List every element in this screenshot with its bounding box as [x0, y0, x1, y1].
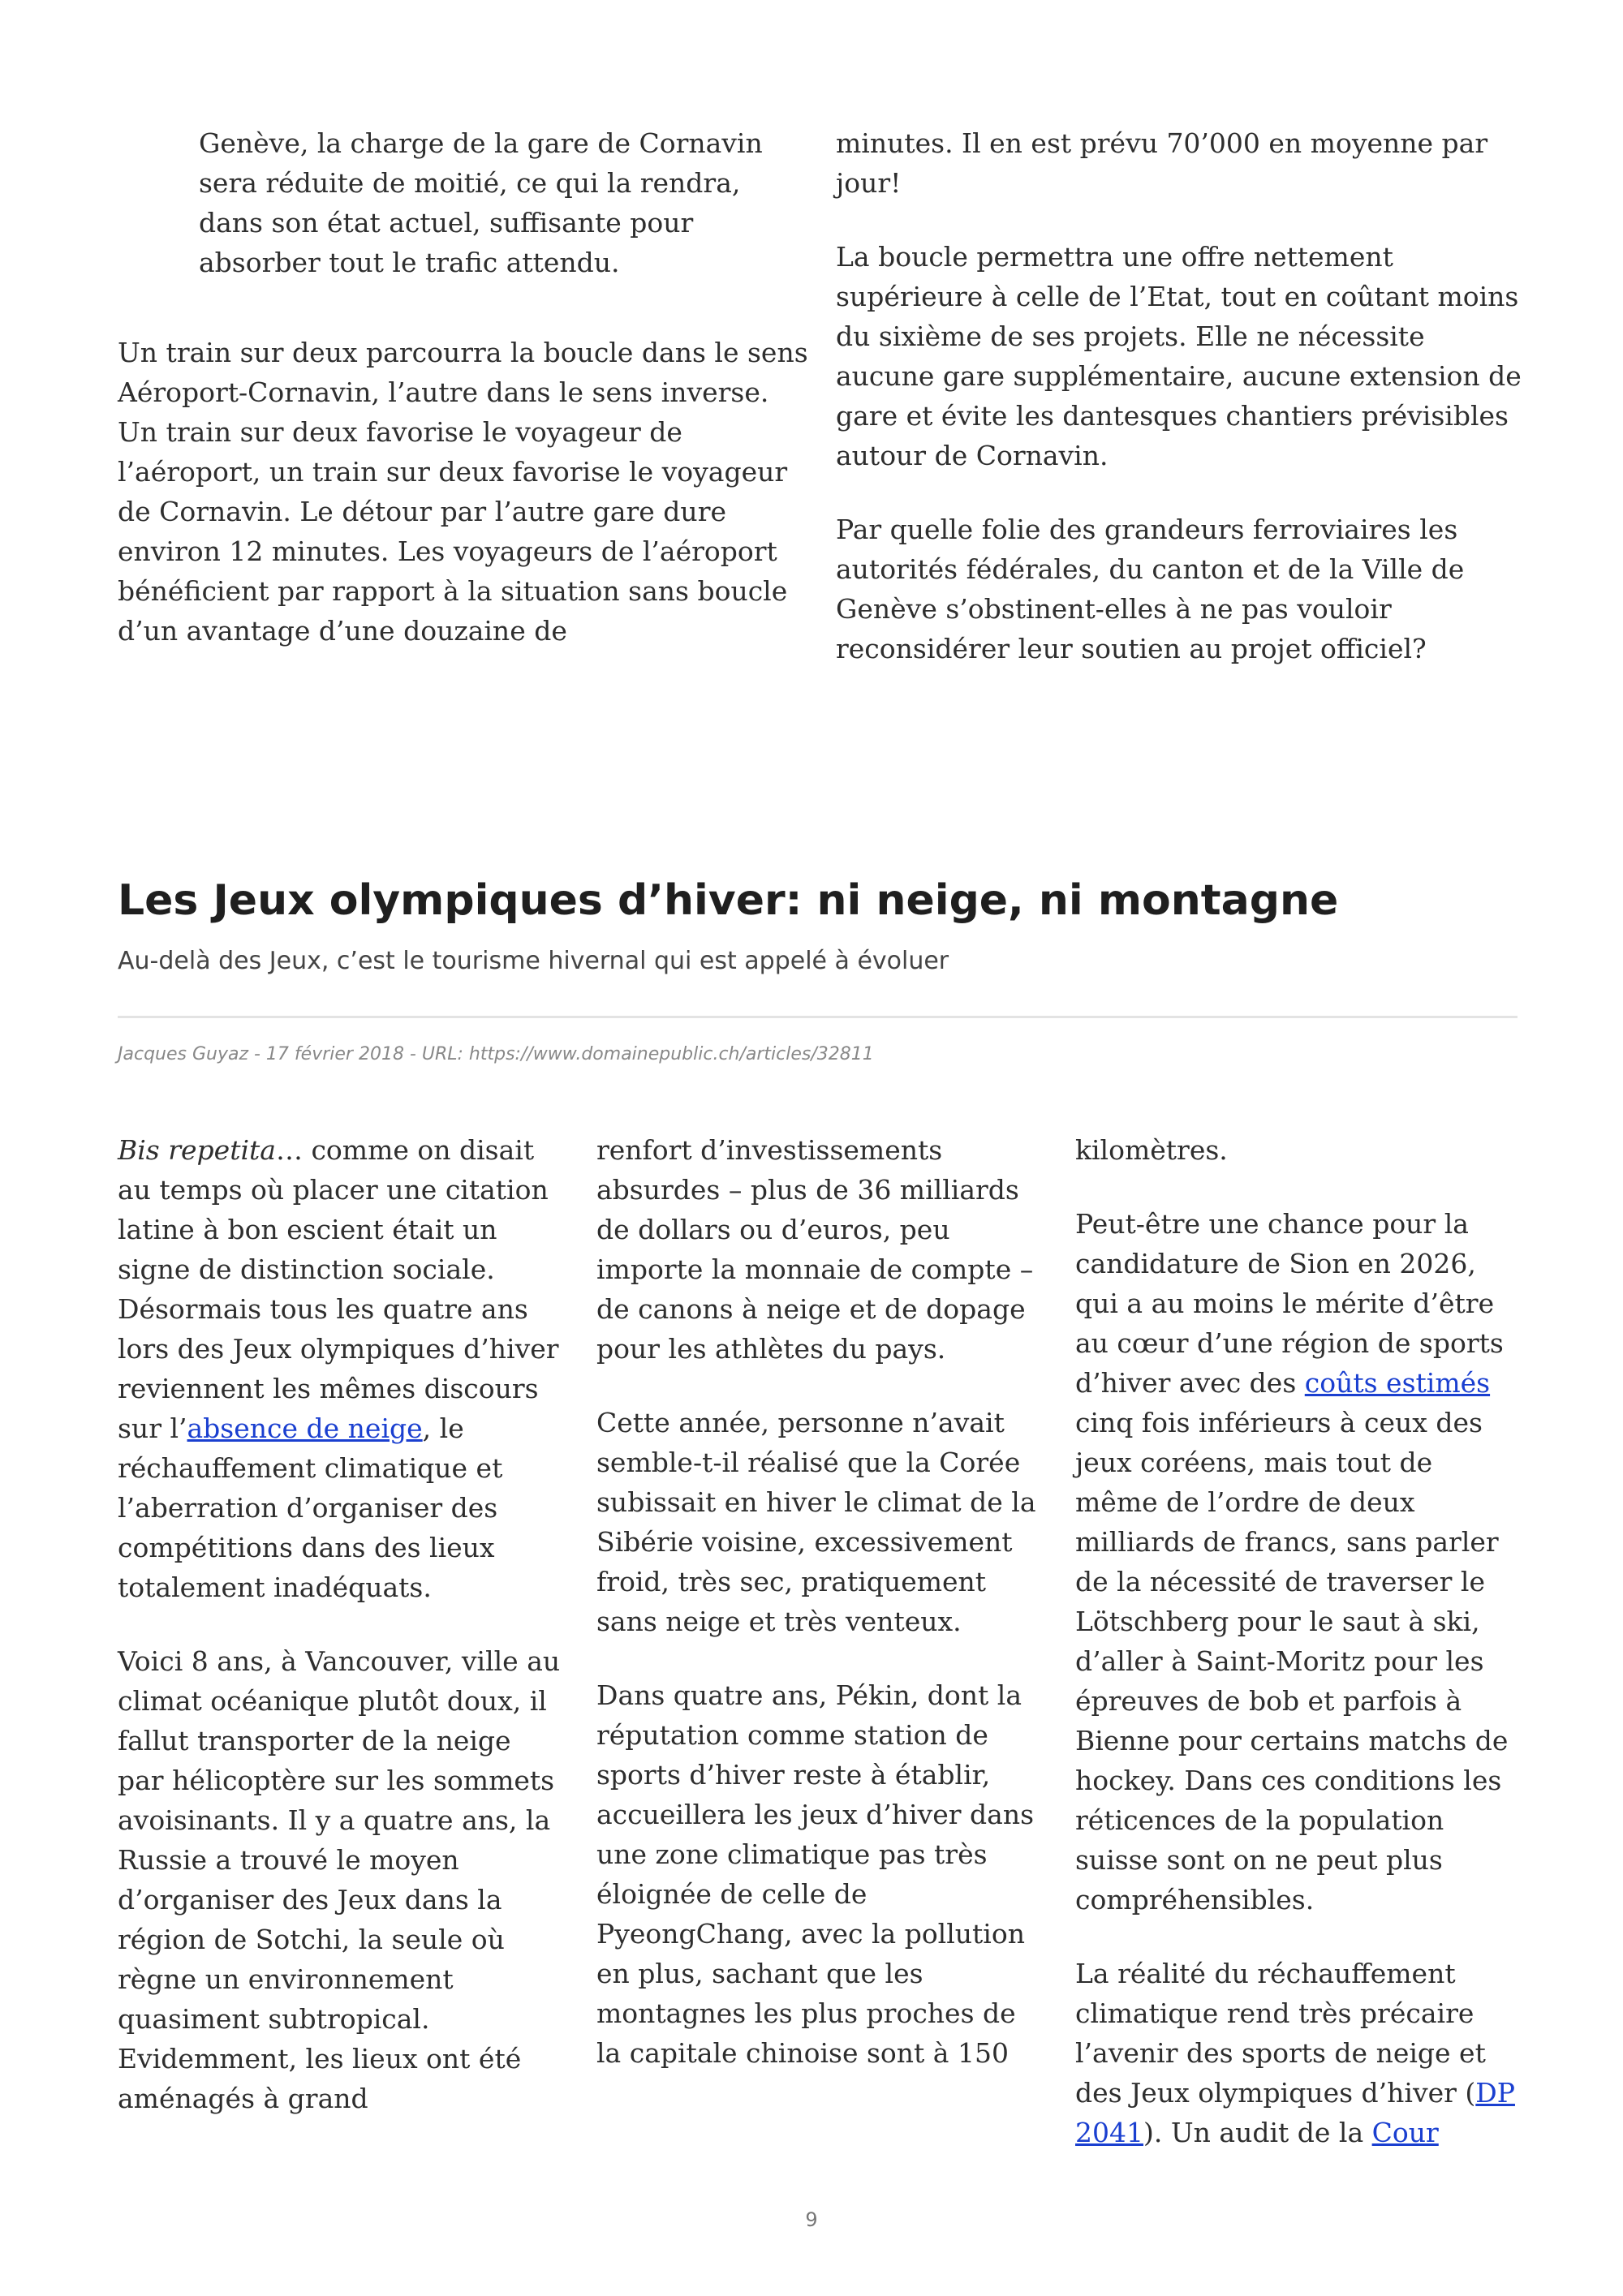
paragraph: Cette année, personne n’avait semble-t-il réalisé que la Corée subissait en hiver le climat de la Sibérie voisine, excessivement froid, très sec, pratiquement sans neige et très venteux. [596, 1407, 1036, 1637]
paragraph-text: La réalité du réchauffement climatique rend très précaire l’avenir des sports de neige et des Jeux olympiques d’hiver ( [1075, 1958, 1486, 2109]
paragraph: La boucle permettra une offre nettement supérieure à celle de l’Etat, tout en coûtant moins du sixième de ses projets. Elle ne nécessite aucune gare supplémentaire, aucune extension de gare et évite les dantesques chantiers prévisibles autour de Cornavin. [836, 241, 1522, 471]
latin-phrase: Bis repetita [118, 1134, 276, 1166]
paragraph: Voici 8 ans, à Vancouver, ville au climat océanique plutôt doux, il fallut transporter de la neige par hélicoptère sur les sommets avoisinants. Il y a quatre ans, la Russie a trouvé le moyen d’organiser des Jeux dans la région de Sotchi, la seule où règne un environnement quasiment subtropical. Evidemment, les lieux ont été aménagés à grand [118, 1645, 561, 2114]
paragraph: minutes. Il en est prévu 70’000 en moyenne par jour! [836, 127, 1488, 199]
paragraph [1075, 1954, 1522, 2152]
paragraph: kilomètres. [1075, 1134, 1228, 1166]
paragraph [118, 1130, 564, 1607]
paragraph: renfort d’investissements absurdes – plus de 36 milliards de dollars ou d’euros, peu importe la monnaie de compte – de canons à neige et de dopage pour les athlètes du pays. [596, 1134, 1034, 1365]
paragraph [1075, 1204, 1522, 1920]
top-left-column [118, 333, 812, 685]
link-dp-2041[interactable]: DP 2041 [1075, 2077, 1515, 2148]
paragraph-text: Peut-être une chance pour la candidature de Sion en 2026, qui a au moins le mérite d’être au cœur d’une région de sports d’hiver avec des [1075, 1208, 1504, 1399]
link-couts-estimes[interactable]: coûts estimés [1304, 1367, 1491, 1399]
blockquote [199, 123, 799, 316]
article-column-1 [118, 1130, 564, 2152]
header-divider [118, 1016, 1518, 1018]
paragraph-text: ). Un audit de la [1143, 2117, 1372, 2148]
page-number: 9 [805, 2208, 818, 2231]
paragraph: Par quelle folie des grandeurs ferroviaires les autorités fédérales, du canton et de la Ville de Genève s’obstinent-elles à ne pas vouloir reconsidérer leur soutien au projet officiel? [836, 514, 1465, 664]
paragraph-text: cinq fois inférieurs à ceux des jeux coréens, mais tout de même de l’ordre de deux milliards de francs, sans parler de la nécessité de traverser le Lötschberg pour le saut à ski, d’aller à Saint-Moritz pour les épreuves de bob et parfois à Bienne pour certains matchs de hockey. Dans ces conditions les réticences de la population suisse sont on ne peut plus compréhensibles. [1075, 1407, 1509, 1915]
paragraph-text: … comme on disait au temps où placer une citation latine à bon escient était un signe de distinction sociale. Désormais tous les quatre ans lors des Jeux olympiques d’hiver reviennent les mêmes discours sur l’ [118, 1134, 559, 1444]
top-right-column [836, 123, 1522, 703]
article-column-3 [1075, 1130, 1522, 2186]
link-cour[interactable]: Cour [1371, 2117, 1439, 2148]
article-column-2 [596, 1130, 1043, 2107]
article-subtitle: Au-delà des Jeux, c’est le tourisme hivernal qui est appelé à évoluer [118, 947, 949, 975]
paragraph-text: , le réchauffement climatique et l’aberration d’organiser des compétitions dans des lieux totalement inadéquats. [118, 1412, 503, 1603]
article-meta: Jacques Guyaz - 17 février 2018 - URL: https://www.domainepublic.ch/articles/32811 [118, 1044, 874, 1064]
paragraph: Dans quatre ans, Pékin, dont la réputation comme station de sports d’hiver reste à établir, accueillera les jeux d’hiver dans une zone climatique pas très éloignée de celle de PyeongChang, avec la pollution en plus, sachant que les montagnes les plus proches de la capitale chinoise sont à 150 [596, 1679, 1035, 2069]
quote-text: Genève, la charge de la gare de Cornavin sera réduite de moitié, ce qui la rendra, dans son état actuel, suffisante pour absorber tout le trafic attendu. [199, 127, 763, 278]
link-absence-de-neige[interactable]: absence de neige [187, 1412, 423, 1444]
article-title: Les Jeux olympiques d’hiver: ni neige, ni montagne [118, 876, 1339, 925]
paragraph: Un train sur deux parcourra la boucle dans le sens Aéroport-Cornavin, l’autre dans le sens inverse. Un train sur deux favorise le voyageur de l’aéroport, un train sur deux favorise le voyageur de Cornavin. Le détour par l’autre gare dure environ 12 minutes. Les voyageurs de l’aéroport bénéficient par rapport à la situation sans boucle d’un avantage d’une douzaine de [118, 337, 808, 647]
